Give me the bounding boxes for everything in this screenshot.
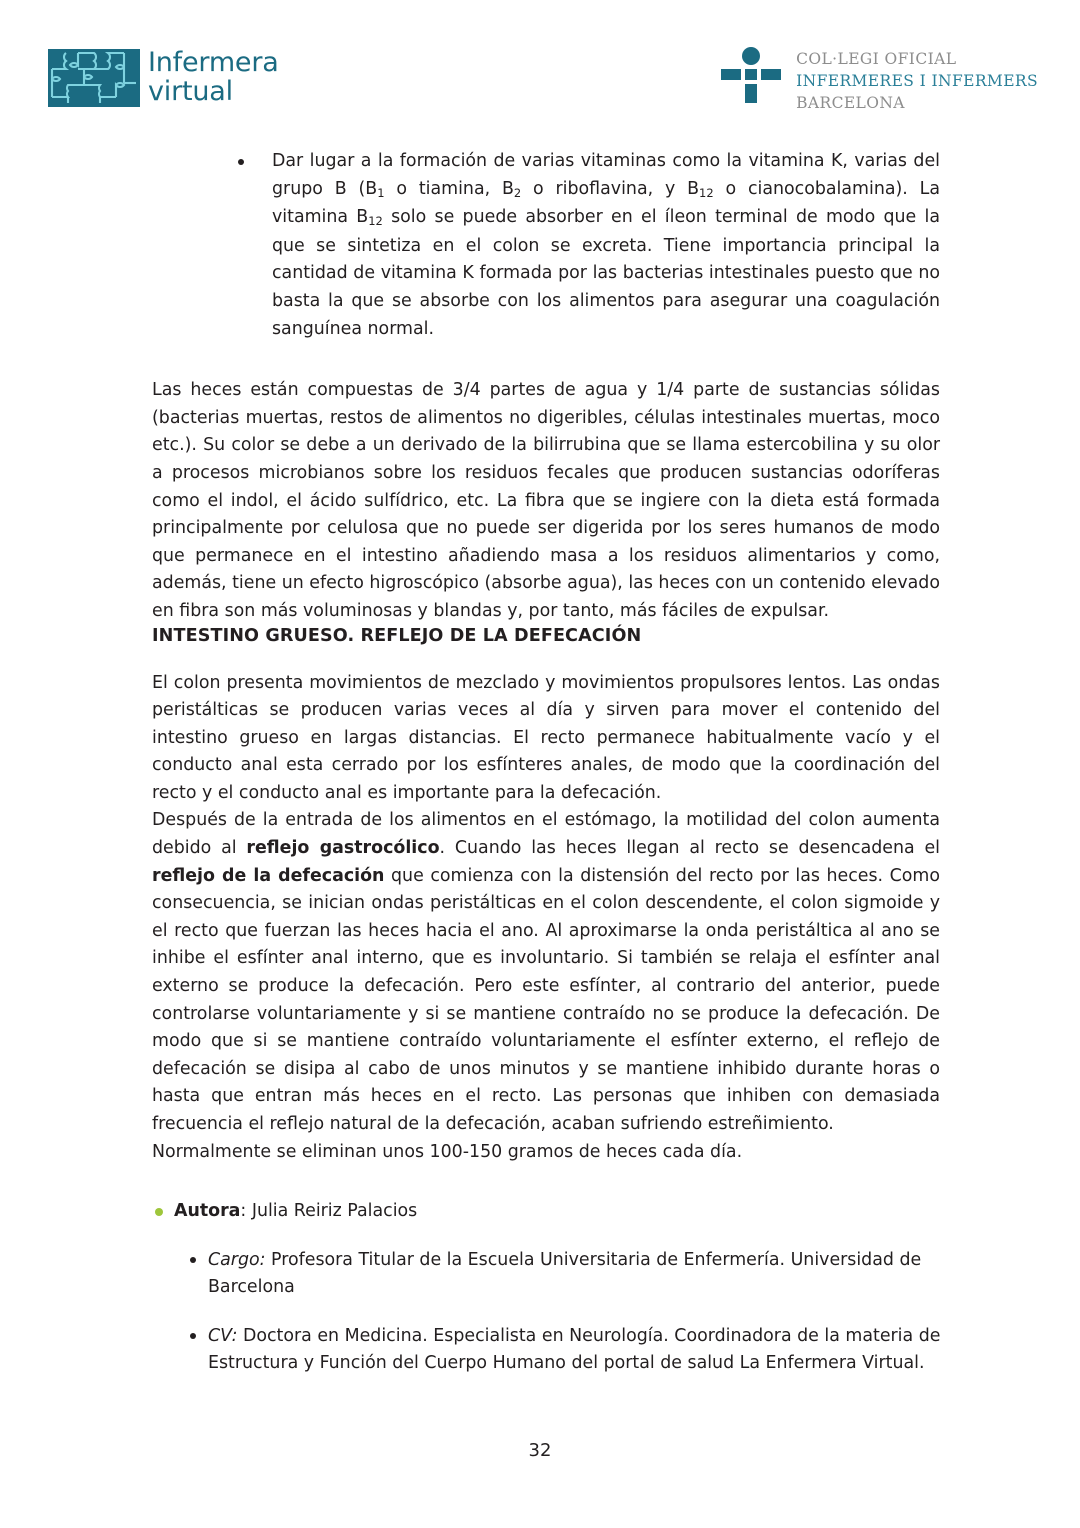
author-label: Autora	[174, 1201, 241, 1221]
page-number: 32	[528, 1440, 552, 1461]
reflejo-part-1: Después de la entrada de los alimentos en el estómago, la motilidad del colon aumenta debido al	[152, 810, 940, 859]
bullet-sub-4: 12	[368, 214, 383, 229]
coib-wordmark	[796, 44, 1038, 114]
paragraph-reflejo	[152, 807, 940, 1138]
paragraph-normalmente: Normalmente se eliminan unos 100-150 gramos de heces cada día.	[152, 1141, 743, 1162]
cv-text: Doctora en Medicina. Especialista en Neurología. Coordinadora de la materia de Estructura y Función del Cuerpo Humano del portal de salud La Enfermera Virtual.	[208, 1326, 941, 1373]
coib-line-2: INFERMERES I INFERMERS	[796, 72, 1038, 90]
infermera-virtual-wordmark	[148, 48, 279, 108]
paragraph-heces: Las heces están compuestas de 3/4 partes de agua y 1/4 parte de sustancias sólidas (bacterias muertas, restos de alimentos no digeribles, células intestinales muertas, moco etc.). Su color se debe a un derivado de la bilirrubina que se llama estercobilina y su olor a procesos microbianos sobre los residuos fecales que producen sustancias odoríferas como el indol, el ácido sulfídrico, etc. La fibra que se ingiere con la dieta está formada principalmente por celulosa que no puede ser digerida por los seres humanos de modo que permanece en el intestino añadiendo masa a los residuos alimentarios y como, además, tiene un efecto higroscópico (absorbe agua), las heces con un contenido elevado en fibra son más voluminosas y blandas y, por tanto, más fáciles de expulsar.	[152, 380, 940, 621]
logo-line-2: virtual	[148, 76, 233, 108]
section-heading: INTESTINO GRUESO. REFLEJO DE LA DEFECACIÓN	[152, 625, 642, 646]
bullet-sub-3: 12	[699, 185, 714, 200]
page-header	[0, 0, 1080, 130]
author-detail-cv	[152, 1323, 998, 1377]
reflejo-bold-gastrocolico: reflejo gastrocólico	[246, 838, 440, 859]
author-section	[152, 1198, 952, 1377]
reflejo-part-3: que comienza con la distensión del recto por las heces. Como consecuencia, se inician ondas peristálticas en el colon descendente, el colon sigmoide y el recto que fuerzan las heces hacia el ano. Al aproximarse la onda peristáltica al ano se inhibe el esfínter anal interno, que es involuntario. Si también se relaja el esfínter anal externo se produce la defecación. Pero este esfínter, al contrario del anterior, puede controlarse voluntariamente y si se mantiene contraído no se produce la defecación. De modo que si se mantiene contraído voluntariamente el esfínter externo, el reflejo de defecación se disipa al cabo de unos minutos y se mantiene inhibido durante horas o hasta que entran más heces en el recto. Las personas que inhiben con demasiada frecuencia el reflejo natural de la defecación, acaban sufriendo estreñimiento.	[152, 865, 940, 1134]
bullet-part-2: o tiamina, B	[384, 178, 514, 199]
coib-line-1: COL·LEGI OFICIAL	[796, 50, 957, 68]
logo-line-1: Infermera	[148, 47, 279, 78]
bullet-dot-icon	[238, 159, 244, 165]
infermera-virtual-logo	[48, 48, 279, 108]
list-item	[152, 148, 940, 343]
coib-line-3: BARCELONA	[796, 94, 905, 112]
reflejo-part-2: . Cuando las heces llegan al recto se desencadena el	[439, 838, 940, 859]
cv-label: CV:	[208, 1326, 238, 1346]
bullet-part-3: o riboflavina, y B	[521, 178, 700, 199]
list-item-text	[272, 148, 940, 343]
cargo-label: Cargo:	[208, 1250, 266, 1270]
green-bullet-dot-icon	[155, 1208, 163, 1216]
bullet-part-5: solo se puede absorber en el íleon terminal de modo que la que se sintetiza en el colon se excreta. Tiene importancia principal la cantidad de vitamina K formada por las bacterias intestinales puesto que no basta la que se absorbe con los alimentos para asegurar una coagulación sanguínea normal.	[272, 207, 940, 339]
reflejo-bold-defecacion: reflejo de la defecación	[152, 865, 385, 886]
bullet-part-4: o cianocobalamina). La vitamina B	[272, 178, 940, 228]
author-name-line	[152, 1198, 952, 1225]
bullet-dot-icon	[190, 1257, 196, 1263]
bullet-sub-1: 1	[377, 185, 385, 200]
author-separator: :	[240, 1201, 252, 1221]
bullet-sub-2: 2	[513, 185, 522, 200]
author-detail-cargo	[152, 1247, 998, 1301]
coib-logo	[720, 44, 1038, 114]
paragraph-colon: El colon presenta movimientos de mezclado y movimientos propulsores lentos. Las ondas peristálticas se producen varias veces al día y sirven para mover el contenido del intestino grueso en largas distancias. El recto permanece habitualmente vacío y el conducto anal esta cerrado por los esfínteres anales, de modo que la coordinación del recto y el conducto anal es importante para la defecación.	[152, 672, 940, 803]
bullet-dot-icon	[190, 1333, 196, 1339]
document-body	[152, 148, 940, 1166]
cargo-text: Profesora Titular de la Escuela Universitaria de Enfermería. Universidad de Barcelona	[208, 1250, 922, 1297]
author-name: Julia Reiriz Palacios	[251, 1201, 418, 1221]
puzzle-square-icon	[48, 49, 140, 107]
coib-figure-icon	[720, 44, 782, 106]
bullet-part-1: Dar lugar a la formación de varias vitaminas como la vitamina K, varias del grupo B (B	[272, 151, 940, 199]
